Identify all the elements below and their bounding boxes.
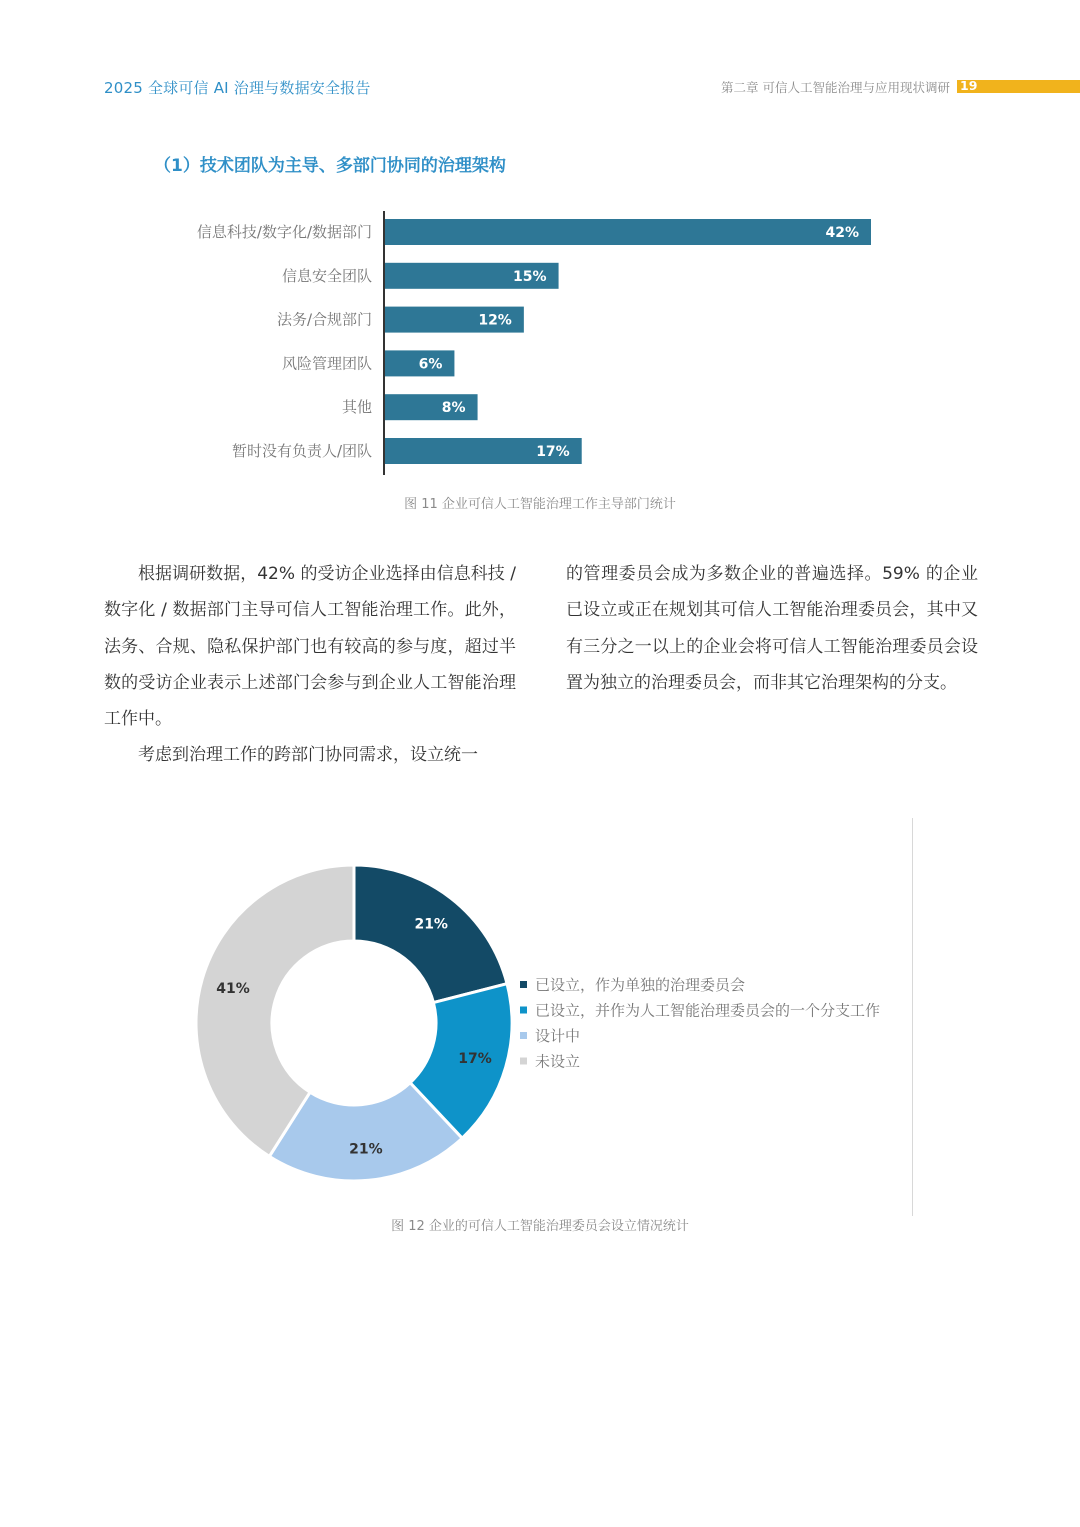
legend-label: 未设立 <box>535 1052 581 1071</box>
category-label: 信息科技/数字化/数据部门 <box>196 223 372 241</box>
bar <box>385 219 871 245</box>
report-title: 2025 全球可信 AI 治理与数据安全报告 <box>104 79 371 97</box>
bar-chart-figure-11 <box>150 205 910 480</box>
paragraph: 考虑到治理工作的跨部门协同需求，设立统一 <box>138 745 478 766</box>
donut-chart-svg <box>180 855 920 1195</box>
legend-label: 已设立，并作为人工智能治理委员会的一个分支工作 <box>535 1001 881 1020</box>
slice-value-label: 17% <box>458 1051 492 1068</box>
bar-value-label: 15% <box>513 268 547 285</box>
legend-swatch <box>520 1058 527 1065</box>
legend-swatch <box>520 1032 527 1039</box>
category-label: 信息安全团队 <box>281 266 372 285</box>
legend-swatch <box>520 1007 527 1014</box>
body-column-left <box>104 556 516 774</box>
bar-value-label: 8% <box>441 400 466 417</box>
body-column-right <box>566 556 978 701</box>
divider-line <box>912 818 913 1216</box>
page-number: 19 <box>960 78 978 93</box>
bar-value-label: 17% <box>536 444 570 460</box>
section-title: （1）技术团队为主导、多部门协同的治理架构 <box>154 156 506 176</box>
donut-slice <box>354 865 507 1003</box>
paragraph: 的管理委员会成为多数企业的普遍选择。59% 的企业已设立或正在规划其可信人工智能治理委员会，其中又有三分之一以上的企业会将可信人工智能治理委员会设置为独立的治理委员会，而非其它治理架构的分支。 <box>566 564 978 693</box>
bar-value-label: 6% <box>418 356 443 373</box>
category-label: 风险管理团队 <box>281 354 372 373</box>
figure-11-caption: 图 11 企业可信人工智能治理工作主导部门统计 <box>404 497 676 512</box>
bar-value-label: 12% <box>478 312 512 329</box>
paragraph: 根据调研数据，42% 的受访企业选择由信息科技 / 数字化 / 数据部门主导可信人工智能治理工作。此外，法务、合规、隐私保护部门也有较高的参与度，超过半数的受访企业表示上述部门会参与到企业人工智能治理工作中。 <box>104 564 516 730</box>
bar-chart-svg <box>150 205 910 480</box>
legend-label: 设计中 <box>535 1027 581 1045</box>
legend-swatch <box>520 981 527 988</box>
donut-chart-figure-12 <box>180 855 920 1195</box>
slice-value-label: 21% <box>414 916 448 933</box>
chapter-title: 第二章 可信人工智能治理与应用现状调研 <box>721 80 950 95</box>
slice-value-label: 21% <box>349 1141 383 1158</box>
category-label: 其他 <box>341 398 372 417</box>
figure-12-caption: 图 12 企业的可信人工智能治理委员会设立情况统计 <box>391 1219 689 1234</box>
category-label: 法务/合规部门 <box>276 310 372 329</box>
bar-value-label: 42% <box>825 225 859 241</box>
legend-label: 已设立，作为单独的治理委员会 <box>535 976 746 994</box>
slice-value-label: 41% <box>216 980 250 997</box>
category-label: 暂时没有负责人/团队 <box>231 442 372 460</box>
